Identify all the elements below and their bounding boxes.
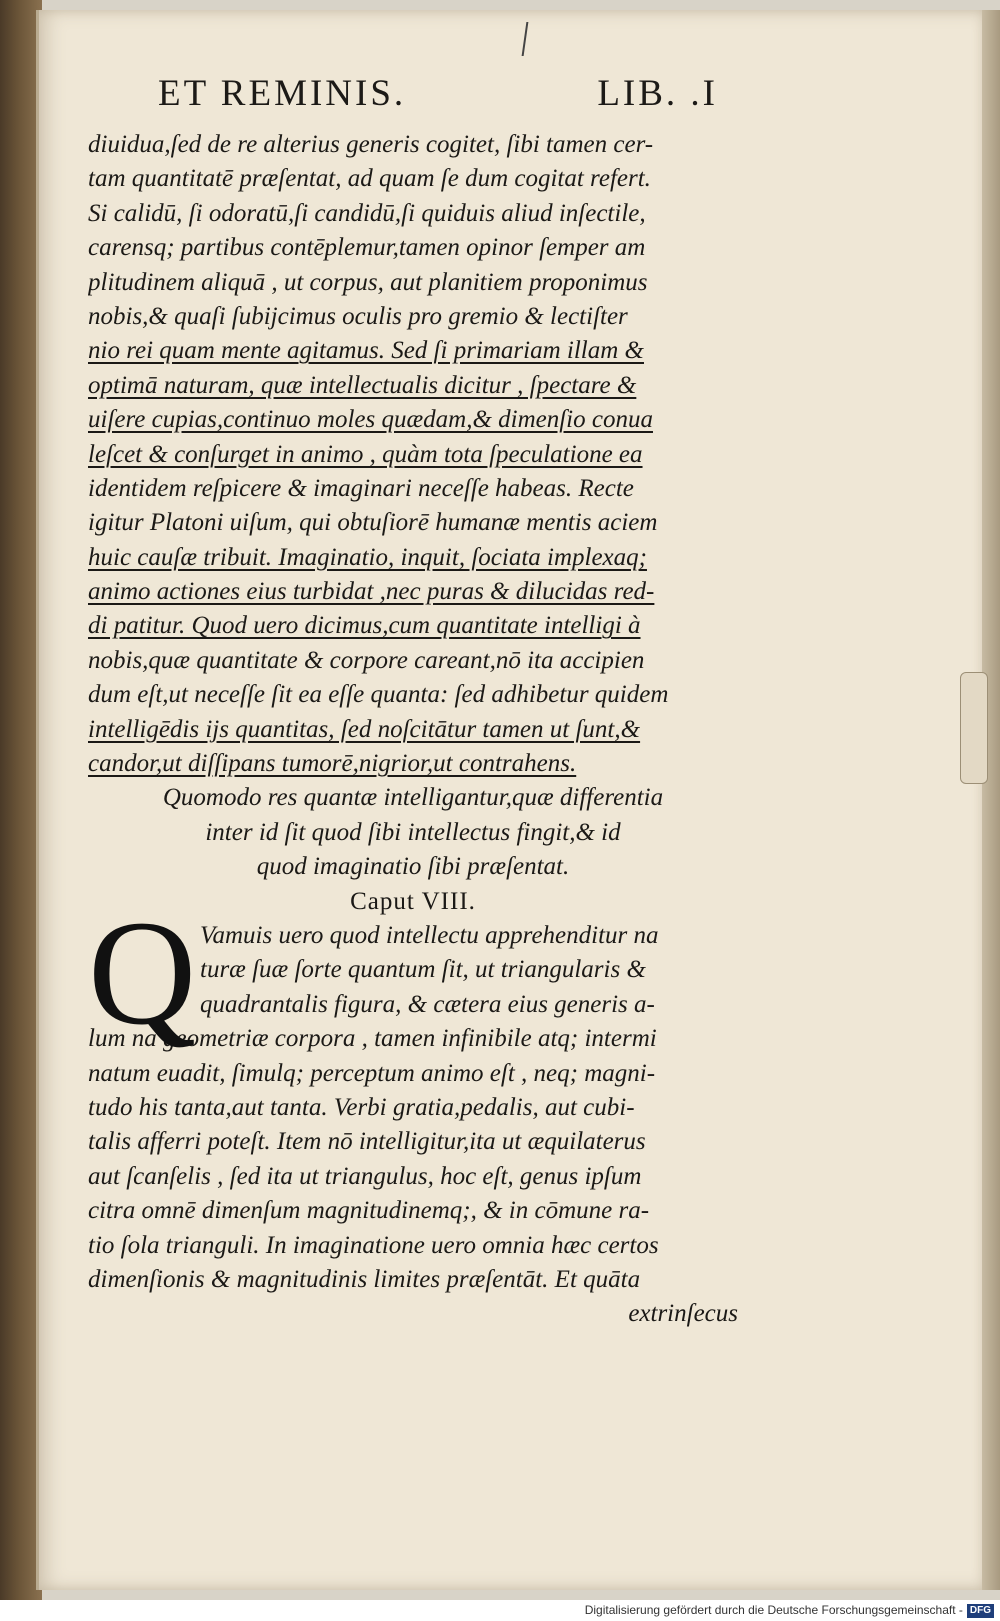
running-head-book: LIB. .I xyxy=(597,73,718,114)
text-line-underlined: animo actiones eius turbidat ,nec puras & dilucidas red- xyxy=(88,578,655,606)
text-line: Si calidū, ſi odoratū,ſi candidū,ſi quiduis aliud inſectile, xyxy=(88,199,646,227)
text-line: tudo his tanta,aut tanta. Verbi gratia,pedalis, aut cubi- xyxy=(88,1093,635,1121)
text-line-underlined: huic cauſæ tribuit. Imaginatio, inquit, ſociata implexaq; xyxy=(88,543,647,571)
drop-capital: Q xyxy=(88,889,197,1056)
text-line: diuidua,ſed de re alterius generis cogitet, ſibi tamen cer- xyxy=(88,131,654,158)
chapter-heading-line: Quomodo res quantæ intelligantur,quæ differentia xyxy=(162,784,664,812)
text-line: talis afferri poteſt. Item nō intelligitur,ita ut æquilaterus xyxy=(88,1128,646,1156)
text-line: igitur Platoni uiſum, qui obtuſiorē humanæ mentis aciem xyxy=(88,509,658,537)
page-text xyxy=(88,128,738,1332)
text-line: Vamuis uero quod intellectu apprehenditur na xyxy=(200,921,659,949)
text-line: turæ ſuæ ſorte quantum ſit, ut triangularis & xyxy=(200,956,646,984)
text-line: nobis,quæ quantitate & corpore careant,nō ita accipien xyxy=(88,646,645,674)
chapter-label: Caput VIII. xyxy=(350,887,476,915)
text-line: natum euadit, ſimulq; perceptum animo eſt , neq; magni- xyxy=(88,1059,656,1087)
running-head xyxy=(158,72,718,115)
page-tab-marker xyxy=(960,672,988,784)
text-line: carensq; partibus contēplemur,tamen opinor ſemper am xyxy=(88,234,646,262)
text-line: quadrantalis figura, & cætera eius generis a- xyxy=(200,990,655,1018)
chapter-heading-line: quod imaginatio ſibi præſentat. xyxy=(256,853,570,881)
running-head-title: ET REMINIS. xyxy=(158,73,407,114)
text-line: nobis,& quaſi ſubijcimus oculis pro gremio & lectiſter xyxy=(88,302,628,330)
text-line-underlined: uiſere cupias,continuo moles quædam,& dimenſio conua xyxy=(88,406,653,434)
text-line-underlined: intelligēdis ijs quantitas, ſed noſcitātur tamen ut ſunt,& xyxy=(88,715,641,743)
text-line: tam quantitatē præſentat, ad quam ſe dum cogitat refert. xyxy=(88,165,651,193)
catchword: extrinſecus xyxy=(628,1300,738,1328)
text-line-underlined: optimā naturam, quæ intellectualis dicitur , ſpectare & xyxy=(88,371,637,399)
text-line: identidem reſpicere & imaginari neceſſe habeas. Recte xyxy=(88,474,634,502)
text-line: tio ſola trianguli. In imaginatione uero omnia hæc certos xyxy=(88,1231,659,1259)
text-line: aut ſcanſelis , ſed ita ut triangulus, hoc eſt, genus ipſum xyxy=(88,1162,642,1190)
text-line: plitudinem aliquā , ut corpus, aut planitiem proponimus xyxy=(88,268,648,296)
text-line-underlined: di patitur. Quod uero dicimus,cum quantitate intelligi à xyxy=(88,612,641,640)
page-edge xyxy=(982,10,1000,1590)
dfg-logo: DFG xyxy=(967,1604,994,1618)
credit-text: Digitalisierung gefördert durch die Deutsche Forschungsgemeinschaft - xyxy=(584,1603,963,1617)
text-line-underlined: nio rei quam mente agitamus. Sed ſi primariam illam & xyxy=(88,337,644,365)
text-line: dum eſt,ut neceſſe ſit ea eſſe quanta: ſed adhibetur quidem xyxy=(88,681,669,709)
text-line-underlined: leſcet & conſurget in animo , quàm tota ſpeculatione ea xyxy=(88,440,643,468)
chapter-heading-line: inter id ſit quod ſibi intellectus fingit,& id xyxy=(205,818,621,846)
text-line: lum na geometriæ corpora , tamen infinibile atq; intermi xyxy=(88,1025,657,1053)
text-line: citra omnē dimenſum magnitudinemq;, & in cōmune ra- xyxy=(88,1197,650,1225)
digitization-credit xyxy=(0,1600,1000,1621)
text-line: dimenſionis & magnitudinis limites præſentāt. Et quāta xyxy=(88,1265,641,1293)
text-line-underlined: candor,ut diſſipans tumorē,nigrior,ut contrahens. xyxy=(88,750,577,778)
